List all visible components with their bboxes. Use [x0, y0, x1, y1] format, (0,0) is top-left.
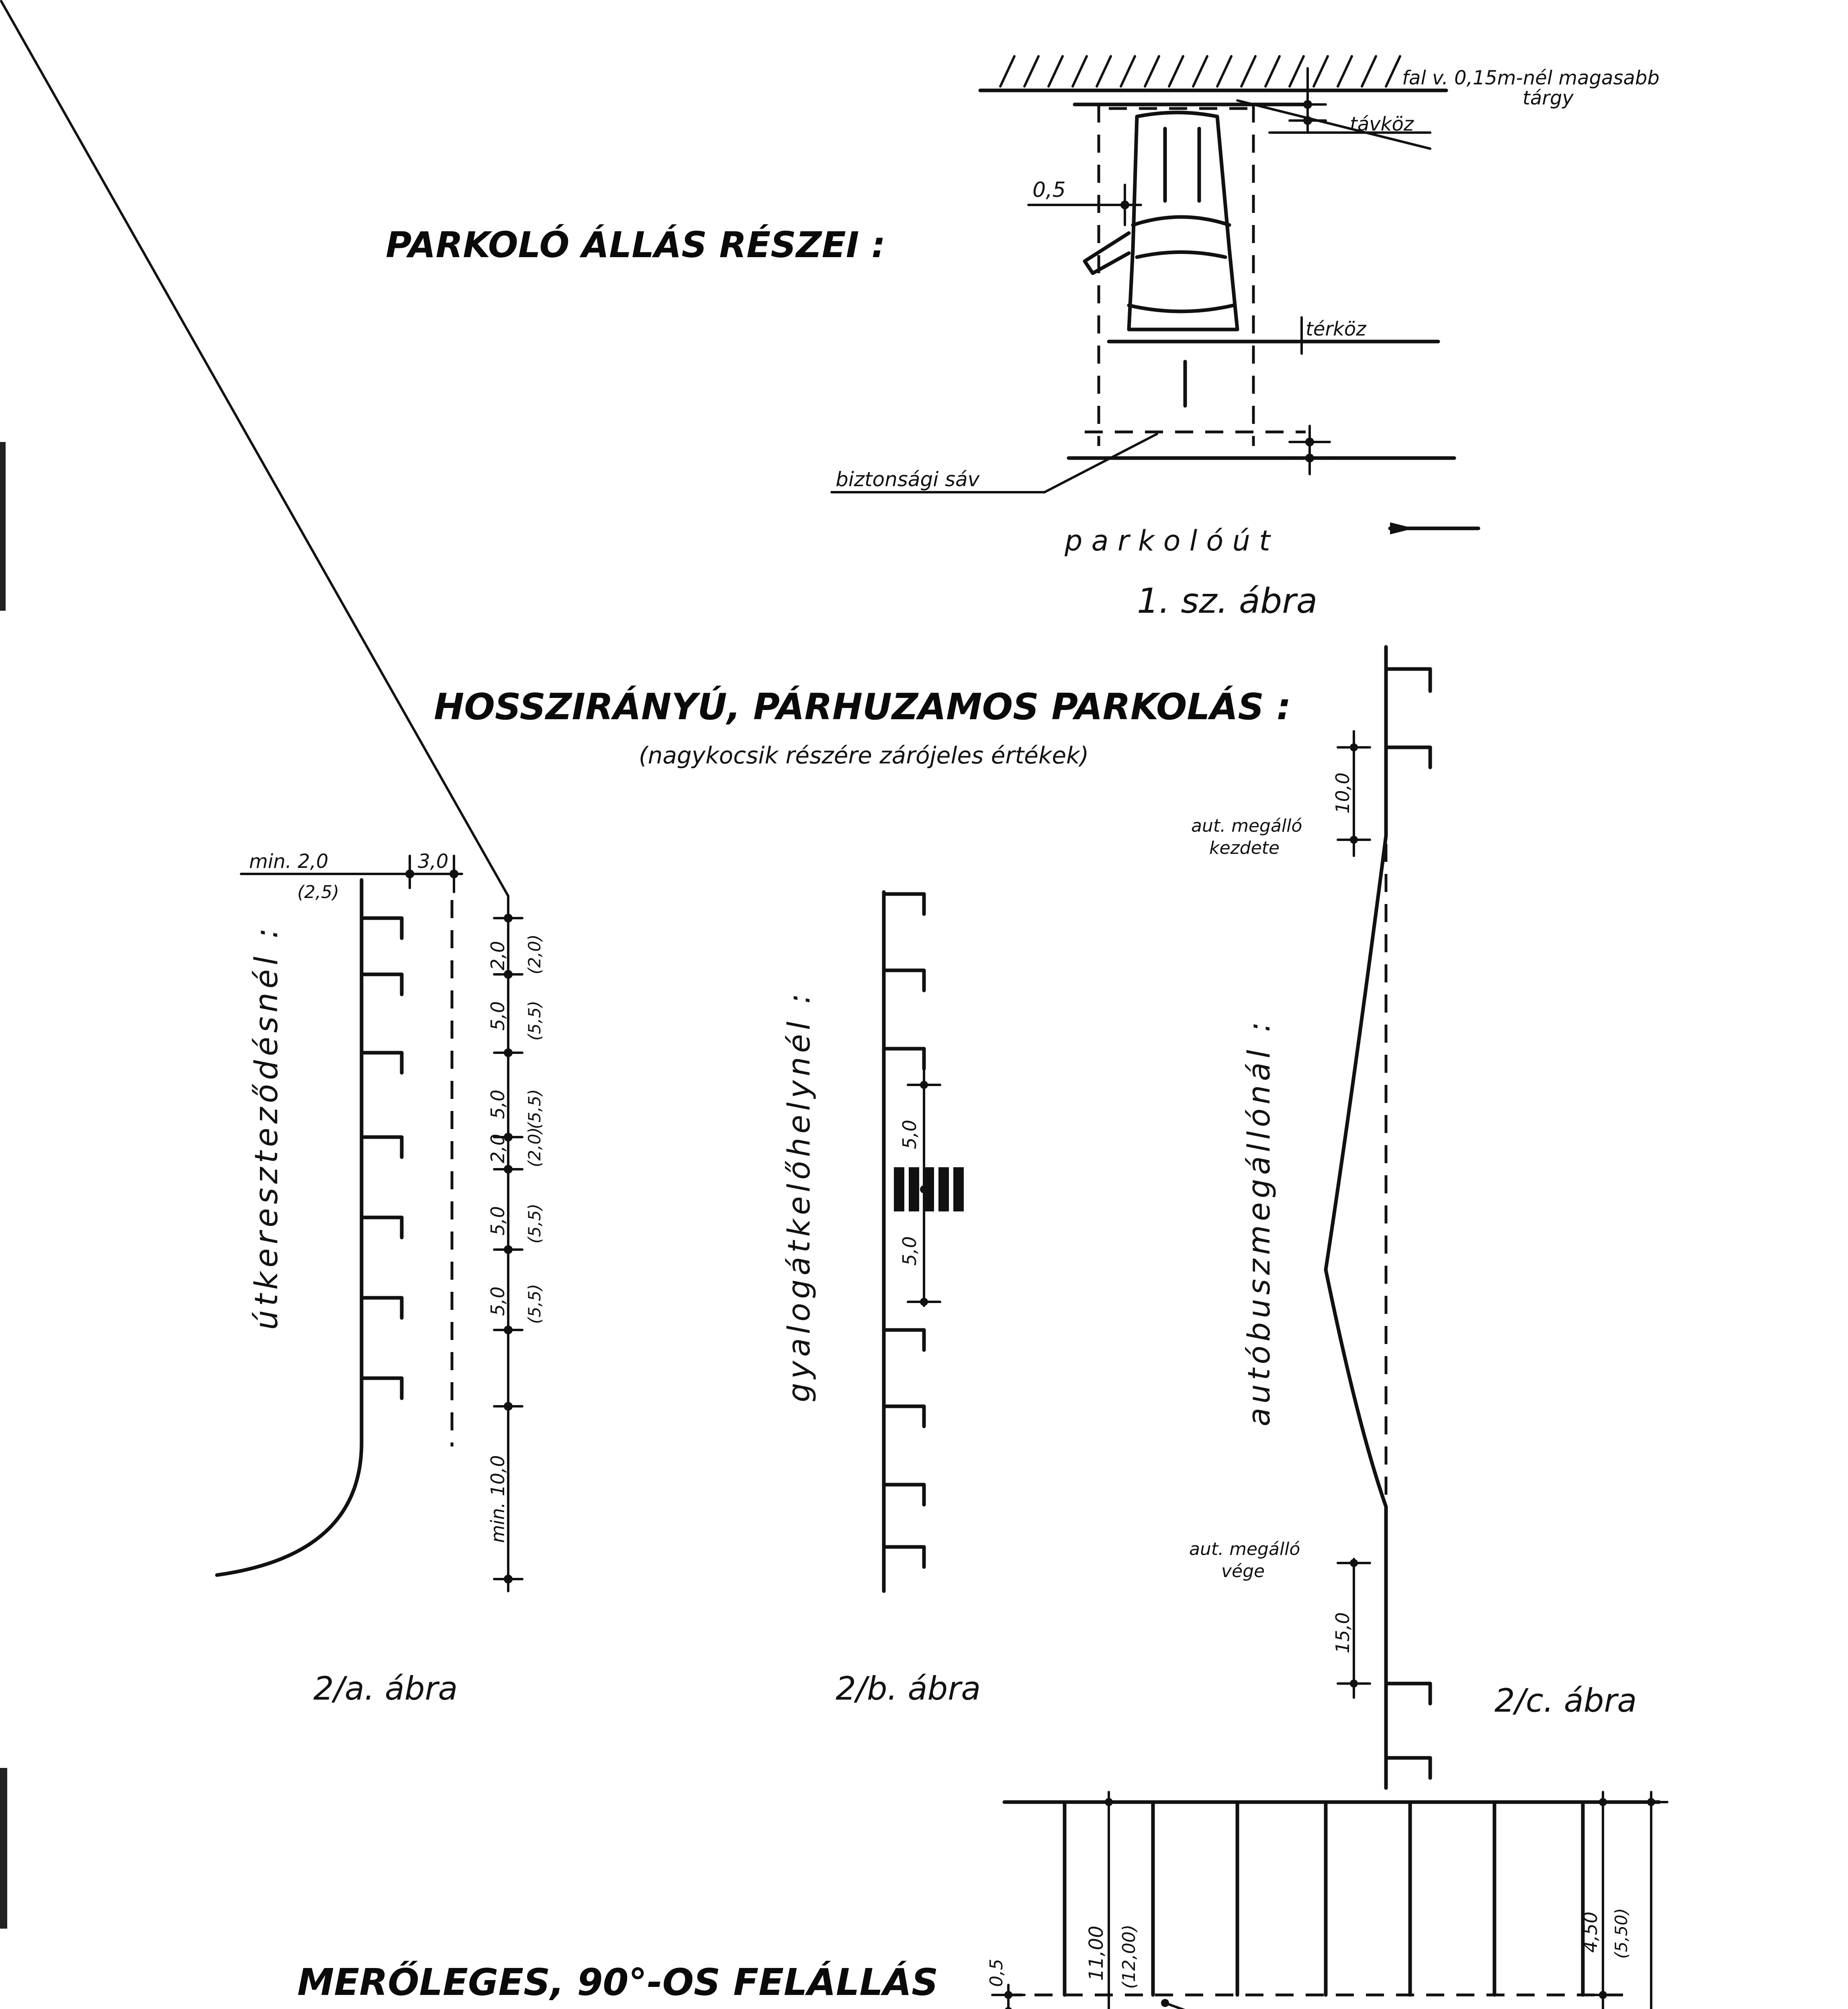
fig2c-start-label-1: aut. megálló — [1191, 816, 1302, 836]
fig2b-pedestrian-crossing — [781, 892, 981, 1707]
fig2a-dim-1: 2,0 — [487, 941, 509, 970]
fig1-caption: 1. sz. ábra — [1137, 581, 1318, 621]
stall-outline — [1069, 104, 1454, 458]
fig2a-min-label: min. 2,0 — [249, 850, 329, 873]
terkoz-label: térköz — [1306, 318, 1366, 340]
fig2-subtitle: (nagykocsik részére zárójeles értékek) — [639, 742, 1089, 769]
fig2a-dim-3-alt: (5,5) — [525, 1089, 544, 1129]
fig2a-dim-6: 5,0 — [487, 1286, 509, 1316]
fig2a-width-label: 3,0 — [418, 850, 449, 873]
fig2c-side-label: autóbuszmegállónál : — [1241, 1018, 1277, 1426]
road-label: p a r k o l ó ú t — [1065, 524, 1270, 557]
fig2b-side-label: gyalogátkelőhelynél : — [781, 989, 817, 1402]
fig2c-bus-stop — [1189, 647, 1637, 1788]
fig3-right-dimensions — [1587, 1792, 1667, 2009]
wall-hatching — [980, 56, 1446, 90]
fig3-right-top: 4,50 — [1580, 1911, 1601, 1953]
fig2c-dim-top: 10,0 — [1332, 772, 1353, 814]
wall-label-line-2: tárgy — [1523, 87, 1574, 109]
fig2c-end-label-2: vége — [1221, 1561, 1265, 1581]
figure-2-parallel-parking — [1, 1, 1637, 1788]
fig2-title: HOSSZIRÁNYÚ, PÁRHUZAMOS PARKOLÁS : — [434, 686, 1291, 728]
figure-1-parking-stall-parts — [386, 56, 1660, 621]
fig2a-caption: 2/a. ábra — [313, 1670, 458, 1707]
car-top-view — [1085, 113, 1237, 329]
fig2a-side-label: útkereszteződésnél : — [249, 924, 285, 1330]
figure-3-perpendicular-parking — [297, 1792, 1681, 2009]
fig3-title-line-1: MERŐLEGES, 90°-OS FELÁLLÁS — [297, 1961, 938, 2004]
wall-label-line-1: fal v. 0,15m-nél magasabb — [1402, 67, 1660, 89]
fig2a-dim-4-alt: (2,0) — [525, 1127, 544, 1167]
fig2a-dim-6-alt: (5,5) — [525, 1284, 544, 1324]
fig3-stall-grid — [980, 1802, 1659, 2009]
fig3-right-top-alt: (5,50) — [1611, 1908, 1631, 1959]
fig2c-end-label-1: aut. megálló — [1189, 1539, 1300, 1559]
fig3-dim-top-total-alt: (12,00) — [1119, 1924, 1139, 1989]
biztonsagi-sav-label: biztonsági sáv — [836, 468, 980, 491]
fig2a-dim-2: 5,0 — [487, 1001, 509, 1031]
fig3-dim-top-half: 0,5 — [986, 1959, 1007, 1987]
fig2a-dim-2-alt: (5,5) — [525, 1000, 544, 1041]
fig3-dim-top-total: 11,00 — [1085, 1925, 1108, 1981]
fig2a-dim-5: 5,0 — [487, 1206, 509, 1236]
fig2b-dim-top: 5,0 — [899, 1119, 920, 1149]
fig2b-dim-bottom: 5,0 — [899, 1236, 920, 1266]
fig2a-dim-7: min. 10,0 — [487, 1455, 509, 1543]
fig2a-dim-5-alt: (5,5) — [525, 1203, 544, 1244]
fig2c-dim-bottom: 15,0 — [1332, 1612, 1353, 1653]
fig2a-dim-1-alt: (2,0) — [525, 934, 544, 974]
fig1-title: PARKOLÓ ÁLLÁS RÉSZEI : — [386, 224, 886, 266]
fig2c-caption: 2/c. ábra — [1494, 1682, 1637, 1719]
fig2a-dim-4: 2,0 — [487, 1133, 509, 1163]
half-meter-dimension: 0,5 — [1032, 178, 1066, 202]
tavkoz-label: távköz — [1350, 113, 1414, 135]
fig2a-dim-3: 5,0 — [487, 1089, 509, 1119]
fig2a-min-alt: (2,5) — [297, 882, 339, 902]
fig2b-caption: 2/b. ábra — [836, 1670, 981, 1707]
fig2c-start-label-2: kezdete — [1209, 838, 1280, 858]
crosswalk-stripes-icon — [894, 1167, 964, 1211]
